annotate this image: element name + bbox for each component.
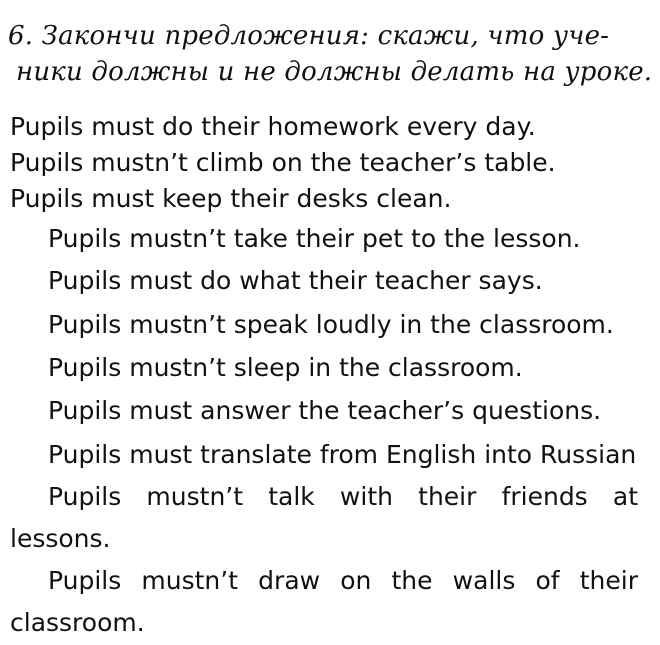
task-line-1: 6. Закончи предложения: скажи, что уче- <box>8 21 610 51</box>
sentence-10: Pupils mustn’t talk with their friends at <box>48 482 638 511</box>
sentence-1: Pupils must do their homework every day. <box>10 112 536 141</box>
sentence-11: Pupils mustn’t draw on the walls of their <box>48 566 638 595</box>
sentence-5: Pupils must do what their teacher says. <box>48 266 543 295</box>
sentence-2: Pupils mustn’t climb on the teacher’s table. <box>10 148 556 177</box>
sentence-3: Pupils must keep their desks clean. <box>10 184 452 213</box>
sentence-4: Pupils mustn’t take their pet to the lesson. <box>48 224 581 253</box>
sentence-6: Pupils mustn’t speak loudly in the classroom. <box>48 310 614 339</box>
sentence-8: Pupils must answer the teacher’s questions. <box>48 396 602 425</box>
sentence-11-continuation: classroom. <box>10 608 145 637</box>
task-line-2: ники должны и не должны делать на уроке. <box>16 57 653 87</box>
sentence-7: Pupils mustn’t sleep in the classroom. <box>48 353 523 382</box>
sentence-10-continuation: lessons. <box>10 524 111 553</box>
sentence-9: Pupils must translate from English into Russian <box>48 440 637 469</box>
